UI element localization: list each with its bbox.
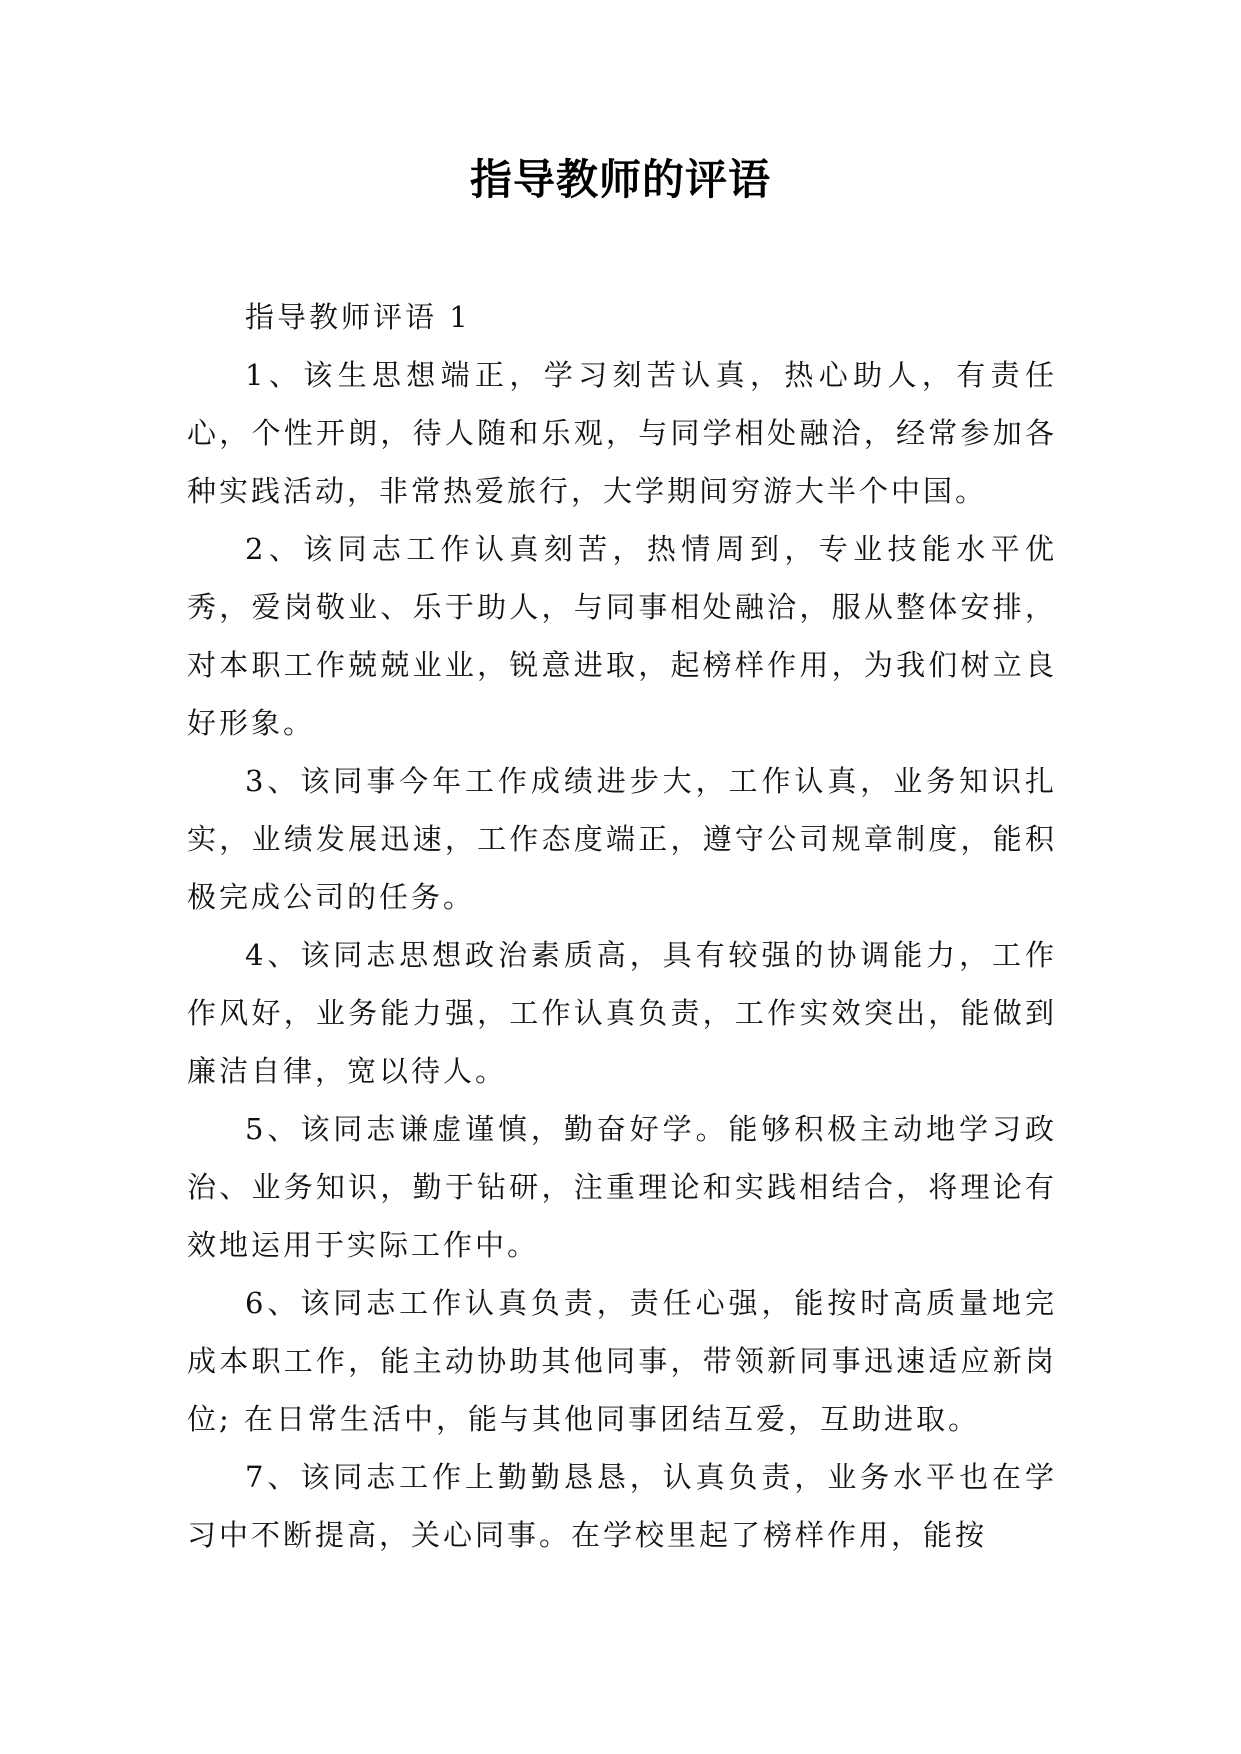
paragraph-1: 1、该生思想端正，学习刻苦认真，热心助人，有责任心，个性开朗，待人随和乐观，与同学相处融洽，经常参加各种实践活动，非常热爱旅行，大学期间穷游大半个中国。 bbox=[187, 358, 1057, 508]
document-body bbox=[187, 288, 1057, 1564]
paragraph-7: 7、该同志工作上勤勤恳恳，认真负责，业务水平也在学习中不断提高，关心同事。在学校里起了榜样作用，能按 bbox=[187, 1460, 1057, 1552]
section-heading: 指导教师评语 1 bbox=[245, 300, 471, 334]
paragraph-3: 3、该同事今年工作成绩进步大，工作认真，业务知识扎实，业绩发展迅速，工作态度端正，遵守公司规章制度，能积极完成公司的任务。 bbox=[187, 764, 1057, 914]
paragraph-6: 6、该同志工作认真负责，责任心强，能按时高质量地完成本职工作，能主动协助其他同事，带领新同事迅速适应新岗位; 在日常生活中，能与其他同事团结互爱，互助进取。 bbox=[187, 1286, 1057, 1436]
document-title: 指导教师的评语 bbox=[469, 155, 771, 204]
paragraph-5: 5、该同志谦虚谨慎，勤奋好学。能够积极主动地学习政治、业务知识，勤于钻研，注重理论和实践相结合，将理论有效地运用于实际工作中。 bbox=[187, 1112, 1057, 1262]
paragraph-2: 2、该同志工作认真刻苦，热情周到，专业技能水平优秀，爱岗敬业、乐于助人，与同事相处融洽，服从整体安排，对本职工作兢兢业业，锐意进取，起榜样作用，为我们树立良好形象。 bbox=[187, 532, 1057, 740]
paragraph-4: 4、该同志思想政治素质高，具有较强的协调能力，工作作风好，业务能力强，工作认真负责，工作实效突出，能做到廉洁自律，宽以待人。 bbox=[187, 938, 1057, 1088]
